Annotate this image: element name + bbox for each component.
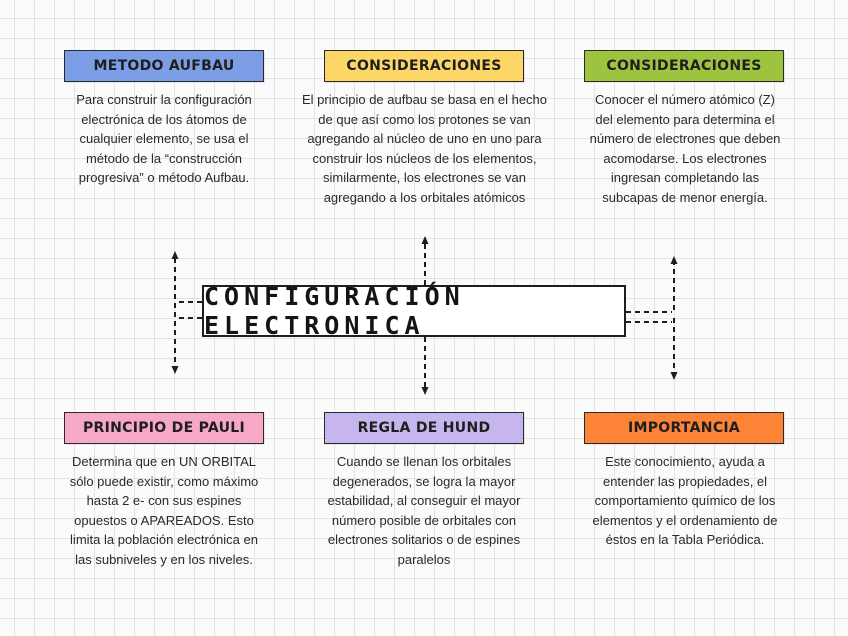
node-description-importancia: Este conocimiento, ayuda a entender las propiedades, el comportamiento químico de los elementos y el ordenamiento de éstos en la Tabla Periódica. bbox=[592, 454, 778, 547]
node-description-principio-de-pauli: Determina que en UN ORBITAL sólo puede existir, como máximo hasta 2 e- con sus espines opuestos o APAREADOS. Esto limita la población electrónica en las subniveles y en los niveles. bbox=[69, 454, 259, 567]
node-label-metodo-aufbau[interactable]: METODO AUFBAU bbox=[64, 50, 264, 82]
node-description-consideraciones-1: El principio de aufbau se basa en el hecho de que así como los protones se van agregando al núcleo de uno en uno para construir los núcleos de los elementos, similarmente, los electrones se van agregando a los orbitales atómicos bbox=[302, 92, 548, 205]
node-description-consideraciones-2: Conocer el número atómico (Z) del elemento para determina el número de electrones que deben acomodarse. Los electrones ingresan completando las subcapas de menor energía. bbox=[589, 92, 781, 205]
node-label-consideraciones-1[interactable]: CONSIDERACIONES bbox=[324, 50, 524, 82]
node-label-importancia[interactable]: IMPORTANCIA bbox=[584, 412, 784, 444]
node-description-regla-de-hund: Cuando se llenan los orbitales degenerados, se logra la mayor estabilidad, al conseguir el mayor número posible de orbitales con electrones solitarios o de espines paralelos bbox=[327, 454, 521, 567]
node-description-metodo-aufbau: Para construir la configuración electrónica de los átomos de cualquier elemento, se usa el método de la “construcción progresiva” o método Aufbau. bbox=[76, 92, 252, 185]
node-label-regla-de-hund[interactable]: REGLA DE HUND bbox=[324, 412, 524, 444]
node-label-principio-de-pauli[interactable]: PRINCIPIO DE PAULI bbox=[64, 412, 264, 444]
node-label-consideraciones-2[interactable]: CONSIDERACIONES bbox=[584, 50, 784, 82]
central-topic[interactable]: CONFIGURACIÓN ELECTRONICA bbox=[202, 285, 626, 337]
